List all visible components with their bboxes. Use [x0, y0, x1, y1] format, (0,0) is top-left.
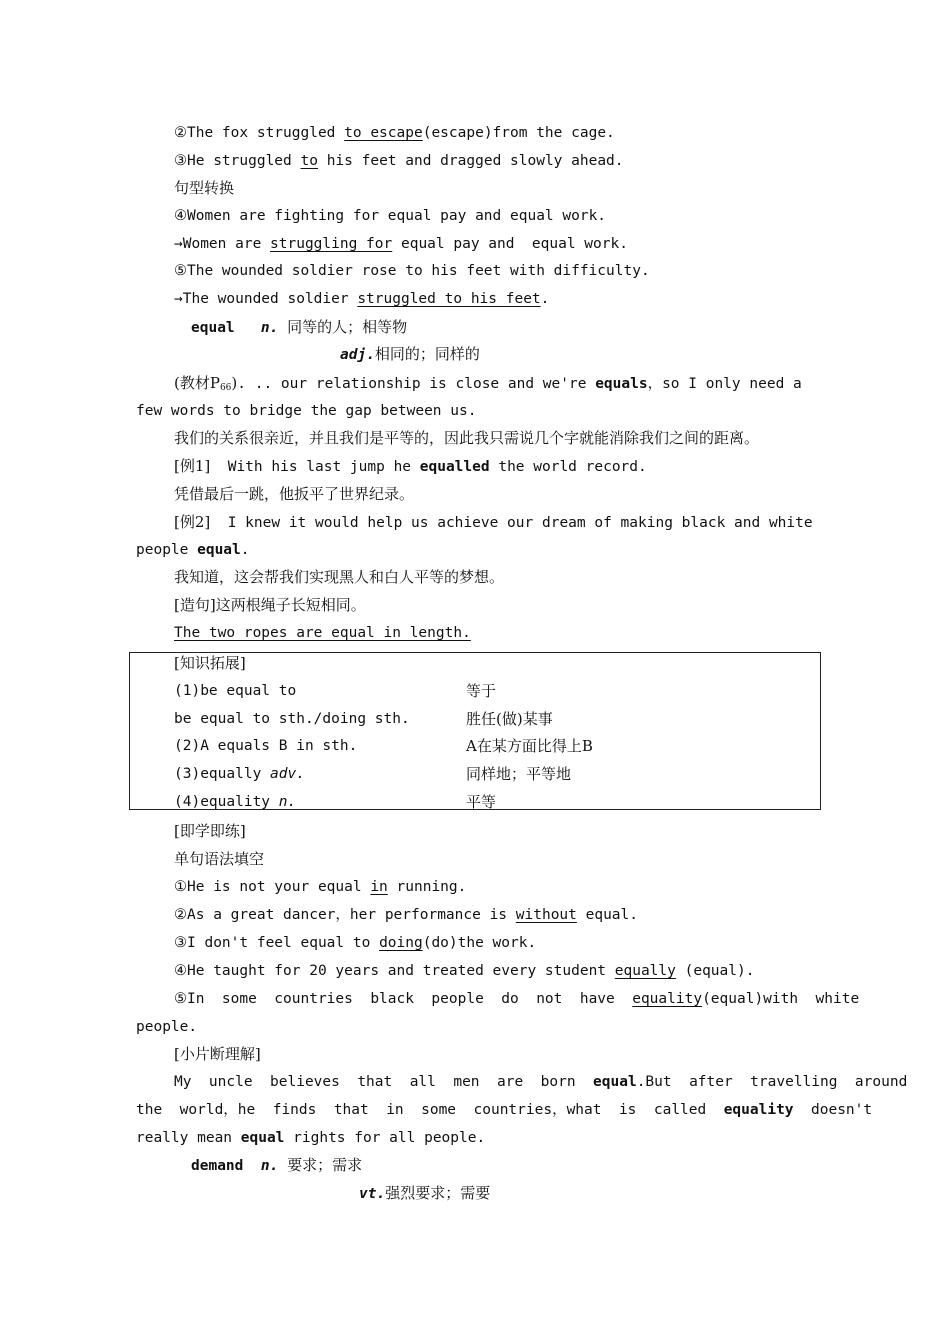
- sentence-text: ③He struggled: [174, 153, 301, 169]
- make-sentence-label: [造句]: [174, 596, 216, 614]
- practice-item-4: ④He taught for 20 years and treated every student equally (equal).: [174, 963, 755, 979]
- expand-right-3: A在某方面比得上B: [466, 737, 593, 755]
- answer: The two ropes are equal in length.: [174, 625, 471, 641]
- textbook-translation: 我们的关系很亲近，并且我们是平等的，因此我只需说几个字就能消除我们之间的距离。: [174, 429, 760, 447]
- expand-title: [知识拓展]: [174, 654, 246, 672]
- expand-right-5: 平等: [466, 793, 497, 811]
- practice-line-3: [174, 151, 624, 171]
- answer: without: [515, 907, 577, 923]
- sentence-text: . .. our relationship is close and we're: [237, 376, 596, 392]
- answer: equality: [632, 991, 703, 1007]
- practice-title: [即学即练]: [174, 822, 246, 840]
- headword: demand: [191, 1158, 244, 1174]
- entry-demand-noun: [191, 1155, 362, 1175]
- example-2-translation: 我知道，这会帮我们实现黑人和白人平等的梦想。: [174, 568, 505, 586]
- keyword: equalled: [419, 459, 490, 475]
- make-sentence-answer: [174, 623, 471, 643]
- example-label: [例1]: [174, 457, 211, 475]
- definition: 相同的；同样的: [374, 345, 480, 363]
- practice-item-2: ②As a great dancer，her performance is without equal.: [174, 907, 638, 923]
- sentence-text: With his last jump he: [210, 459, 420, 475]
- definition: 强烈要求；需要: [385, 1184, 491, 1202]
- entry-equal-adj: [340, 344, 480, 364]
- definition: 要求；需求: [287, 1156, 363, 1174]
- expand-left-2: be equal to sth./doing sth.: [174, 711, 410, 727]
- section-heading: 句型转换: [174, 179, 235, 197]
- answer: equally: [614, 963, 676, 979]
- sentence-text: ②The fox struggled: [174, 125, 345, 141]
- example-label: [例2]: [174, 513, 211, 531]
- expand-left-1: (1)be equal to: [174, 683, 297, 699]
- example-2-line-2: people equal.: [136, 542, 250, 558]
- practice-line-2: [174, 123, 615, 143]
- transform-target-5: [174, 289, 549, 309]
- answer: doing: [379, 935, 423, 951]
- sentence-text: equal pay and equal work.: [392, 236, 628, 252]
- part-of-speech: adv.: [270, 766, 305, 782]
- answer: in: [370, 879, 388, 895]
- entry-equal-noun: [191, 317, 407, 337]
- expand-right-2: 胜任(做)某事: [466, 710, 553, 728]
- keyword: equal: [593, 1074, 637, 1090]
- practice-item-3: ③I don't feel equal to doing(do)the work.: [174, 935, 537, 951]
- sentence-text: I knew it would help us achieve our dream of making black and white: [210, 515, 813, 531]
- example-1-translation: 凭借最后一跳，他扳平了世界纪录。: [174, 485, 415, 503]
- passage-title: [小片断理解]: [174, 1045, 261, 1063]
- make-sentence-prompt: [174, 595, 366, 615]
- part-of-speech: adj.: [340, 347, 375, 363]
- part-of-speech: n.: [260, 320, 279, 336]
- example-2-line-1: [174, 512, 813, 532]
- definition: 同等的人；相等物: [287, 318, 408, 336]
- knowledge-expansion-box: [129, 652, 821, 810]
- answer: to: [300, 153, 318, 169]
- sentence-text: 这两根绳子长短相同。: [215, 596, 366, 614]
- keyword: equal: [197, 542, 241, 558]
- practice-item-1: ①He is not your equal in running.: [174, 879, 467, 895]
- sentence-text: ，so I only need a: [647, 376, 802, 392]
- sentence-text: the world record.: [489, 459, 647, 475]
- keyword: equals: [595, 376, 648, 392]
- passage-line-2: the world，he finds that in some countries，what is called equality doesn't: [136, 1102, 873, 1118]
- answer: struggling for: [270, 236, 393, 252]
- part-of-speech: n.: [260, 1158, 279, 1174]
- textbook-ref: (教材$P_{66}$): [174, 374, 238, 393]
- arrow-text: →Women are: [174, 236, 271, 252]
- keyword: equality: [723, 1102, 794, 1118]
- headword: equal: [191, 320, 235, 336]
- expand-left-5: (4)equality n.: [174, 794, 297, 810]
- answer: struggled to his feet: [357, 291, 541, 307]
- transform-target-4: [174, 234, 628, 254]
- practice-subtitle: 单句语法填空: [174, 850, 265, 868]
- keyword: equal: [240, 1130, 285, 1146]
- expand-right-1: 等于: [466, 682, 497, 700]
- transform-source-4: ④Women are fighting for equal pay and equal work.: [174, 208, 607, 224]
- practice-item-5: ⑤In some countries black people do not have equality(equal)with white: [174, 991, 860, 1007]
- answer: to escape: [344, 125, 423, 141]
- textbook-sentence-line-2: few words to bridge the gap between us.: [136, 403, 477, 419]
- expand-left-4: (3)equally adv.: [174, 766, 305, 782]
- part-of-speech: n.: [278, 794, 297, 810]
- passage-line-3: really mean equal rights for all people.: [136, 1130, 486, 1146]
- practice-item-5-cont: people.: [136, 1019, 198, 1035]
- passage-line-1: My uncle believes that all men are born equal.But after travelling around: [174, 1074, 908, 1090]
- entry-demand-verb: [359, 1183, 490, 1203]
- part-of-speech: vt.: [359, 1186, 386, 1202]
- sentence-text: his feet and dragged slowly ahead.: [317, 153, 624, 169]
- expand-left-3: (2)A equals B in sth.: [174, 738, 358, 754]
- transform-source-5: ⑤The wounded soldier rose to his feet with difficulty.: [174, 263, 650, 279]
- textbook-sentence-line-1: [174, 373, 814, 393]
- example-1: [174, 456, 647, 476]
- arrow-text: →The wounded soldier: [174, 291, 358, 307]
- sentence-text: (escape)from the cage.: [422, 125, 615, 141]
- expand-right-4: 同样地；平等地: [466, 765, 572, 783]
- sentence-text: .: [540, 291, 550, 307]
